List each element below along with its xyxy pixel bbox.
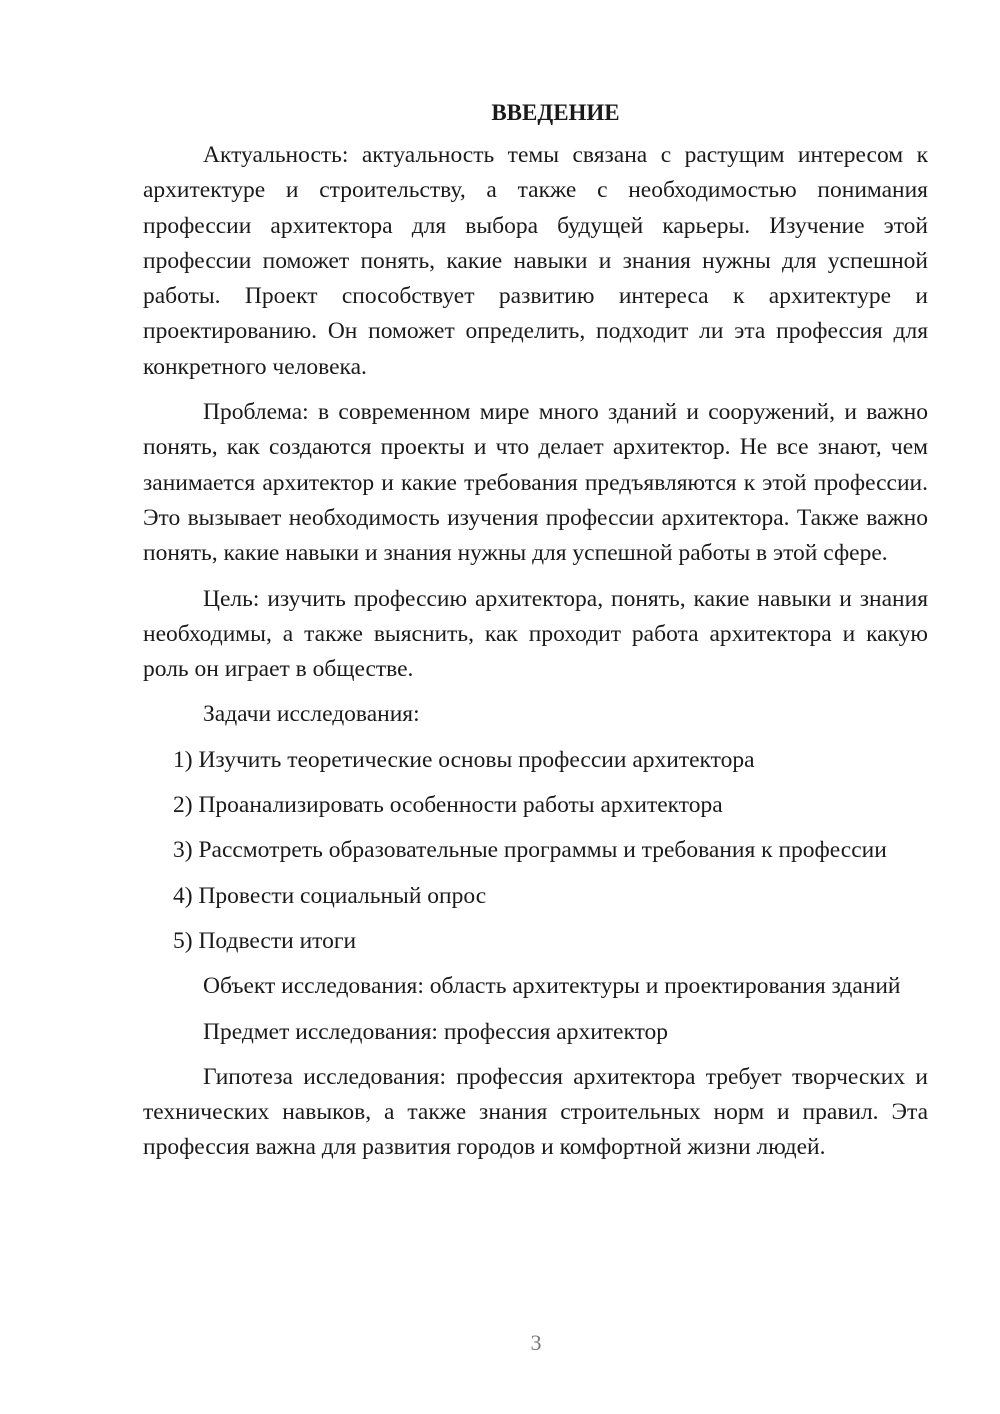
paragraph-hypothesis: Гипотеза исследования: профессия архитектора требует творческих и технических навыков, а также знания строительных норм и правил. Эта профессия важна для развития городов и комфортной жизни людей. <box>143 1063 928 1161</box>
task-item: 2) Проанализировать особенности работы архитектора <box>173 792 723 819</box>
paragraph-problem: Проблема: в современном мире много зданий и сооружений, и важно понять, как создаются проекты и что делает архитектор. Не все знают, чем занимается архитектор и какие требования предъявляются к этой профессии. Это вызывает необходимость изучения профессии архитектора. Также важно понять, какие навыки и знания нужны для успешной работы в этой сфере. <box>143 399 928 567</box>
task-item: 5) Подвести итоги <box>173 927 357 954</box>
task-item: 1) Изучить теоретические основы профессии архитектора <box>173 746 755 773</box>
page-number: 3 <box>530 1330 542 1355</box>
task-item: 4) Провести социальный опрос <box>173 882 487 909</box>
paragraph-subject: Предмет исследования: профессия архитектор <box>203 1018 669 1045</box>
paragraph-relevance: Актуальность: актуальность темы связана с растущим интересом к архитектуре и строительству, а также с необходимостью понимания профессии архитектора для выбора будущей карьеры. Изучение этой профессии поможет понять, какие навыки и знания нужны для успешной работы. Проект способствует развитию интереса к архитектуре и проектированию. Он поможет определить, подходит ли эта профессия для конкретного человека. <box>143 142 928 380</box>
task-item: 3) Рассмотреть образовательные программы и требования к профессии <box>173 837 887 864</box>
tasks-heading: Задачи исследования: <box>203 701 420 728</box>
paragraph-goal: Цель: изучить профессию архитектора, понять, какие навыки и знания необходимы, а также выяснить, как проходит работа архитектора и какую роль он играет в обществе. <box>143 585 928 683</box>
page-content <box>143 95 928 1176</box>
section-title: ВВЕДЕНИЕ <box>491 100 620 125</box>
paragraph-object: Объект исследования: область архитектуры и проектирования зданий <box>203 973 901 1000</box>
